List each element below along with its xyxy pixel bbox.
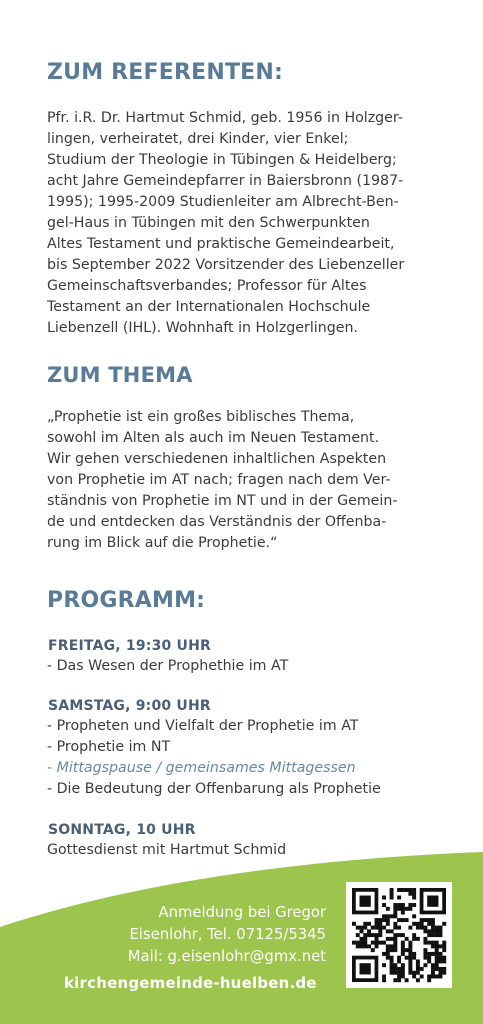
referent-line: Liebenzell (IHL). Wohnhaft in Holzgerlingen.: [47, 320, 358, 336]
thema-text: [47, 407, 447, 554]
thema-line: rung im Blick auf die Prophetie.“: [47, 535, 278, 551]
program-item: - Propheten und Vielfalt der Prophetie im AT: [47, 718, 359, 734]
contact-block: [128, 902, 326, 968]
thema-line: „Prophetie ist ein großes biblisches Thema,: [47, 409, 355, 425]
referent-line: bis September 2022 Vorsitzender des Liebenzeller: [47, 257, 405, 273]
thema-line: sowohl im Alten als auch im Neuen Testament.: [47, 430, 380, 446]
contact-line: Anmeldung bei Gregor: [158, 904, 326, 921]
qr-code: [346, 882, 452, 988]
contact-email[interactable]: Mail: g.eisenlohr@gmx.net: [127, 948, 326, 965]
thema-line: de und entdecken das Verständnis der Offenba-: [47, 514, 387, 530]
referent-line: acht Jahre Gemeindepfarrer in Baiersbronn (1987-: [47, 173, 404, 189]
program-item: - Prophetie im NT: [47, 739, 171, 755]
referent-line: Testament an der Internationalen Hochschule: [47, 299, 371, 315]
samstag-day: SAMSTAG, 9:00 UHR: [48, 698, 211, 714]
contact-line: Eisenlohr, Tel. 07125/5345: [129, 926, 326, 943]
referent-line: Gemeinschaftsverbandes; Professor für Altes: [47, 278, 367, 294]
programm-heading: PROGRAMM:: [47, 588, 206, 613]
referent-text: [47, 108, 447, 339]
thema-line: von Prophetie im AT nach; fragen nach dem Ver-: [47, 472, 391, 488]
referent-heading: ZUM REFERENTEN:: [47, 60, 284, 85]
referent-line: lingen, verheiratet, drei Kinder, vier Enkel;: [47, 131, 349, 147]
website-link[interactable]: kirchengemeinde-huelben.de: [64, 974, 317, 992]
sonntag-day: SONNTAG, 10 UHR: [48, 822, 196, 838]
program-item: - Die Bedeutung der Offenbarung als Prophetie: [47, 781, 381, 797]
qr-code-icon: [346, 882, 452, 988]
referent-line: gel-Haus in Tübingen mit den Schwerpunkten: [47, 215, 370, 231]
program-item-break: - Mittagspause / gemeinsames Mittagessen: [47, 760, 356, 776]
referent-line: Studium der Theologie in Tübingen & Heidelberg;: [47, 152, 397, 168]
program-item: - Das Wesen der Prophethie im AT: [47, 658, 289, 674]
thema-line: Wir gehen verschiedenen inhaltlichen Aspekten: [47, 451, 387, 467]
thema-heading: ZUM THEMA: [47, 363, 193, 387]
referent-line: Pfr. i.R. Dr. Hartmut Schmid, geb. 1956 in Holzger-: [47, 110, 403, 126]
referent-line: 1995); 1995-2009 Studienleiter am Albrecht-Ben-: [47, 194, 399, 210]
program-item: Gottesdienst mit Hartmut Schmid: [47, 842, 287, 858]
thema-line: ständnis von Prophetie im NT und in der Gemein-: [47, 493, 398, 509]
referent-line: Altes Testament und praktische Gemeindearbeit,: [47, 236, 395, 252]
freitag-day: FREITAG, 19:30 UHR: [48, 638, 212, 654]
